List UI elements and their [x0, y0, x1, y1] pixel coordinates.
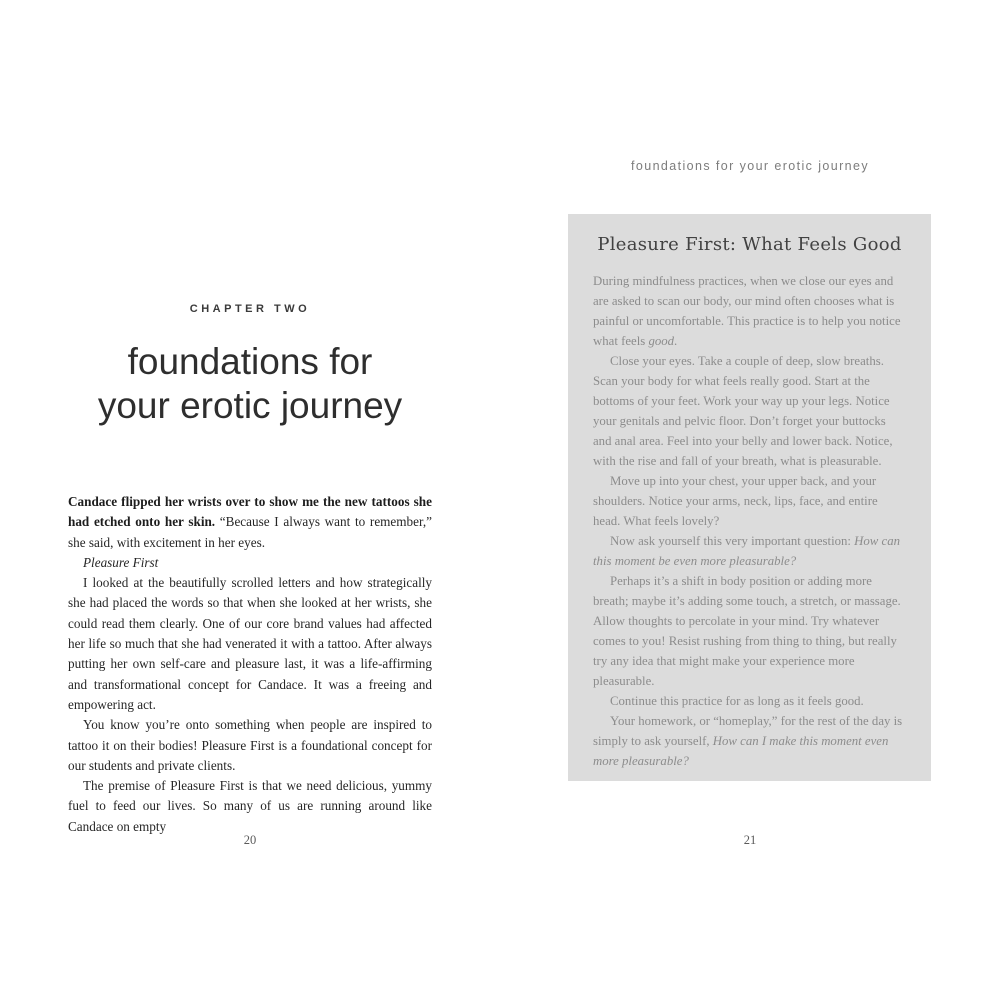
- paragraph: I looked at the beautifully scrolled letters and how strategically she had placed the words so that when she looked at her wrists, she could read them clearly. One of our core brand values had affected her life so much that she had venerated it with a tattoo. After always putting her own self-care and pleasure last, it was a life-affirming and transformational concept for Candace. It was a freeing and empowering act.: [68, 575, 432, 712]
- chapter-title-line2: your erotic journey: [97, 385, 403, 426]
- paragraph-text: .: [674, 334, 678, 348]
- paragraph: You know you’re onto something when people are inspired to tattoo it on their bodies! Pleasure First is a foundational concept for our students and private clients.: [68, 717, 432, 773]
- running-header: foundations for your erotic journey: [631, 159, 869, 173]
- paragraph-italic: How can this moment be even more pleasurable?: [593, 534, 901, 568]
- paragraph: Continue this practice for as long as it feels good.: [610, 694, 864, 708]
- callout-body-text: [568, 271, 931, 771]
- paragraph-italic: How can I make this moment even more pleasurable?: [593, 734, 889, 768]
- chapter-title: [38, 340, 462, 428]
- chapter-label: CHAPTER TWO: [189, 303, 311, 315]
- left-body-text: [68, 492, 432, 837]
- paragraph-lead-bold: Candace flipped her wrists over to show me the new tattoos she had etched onto her skin.: [68, 494, 432, 530]
- paragraph: The premise of Pleasure First is that we need delicious, yummy fuel to feed our lives. So many of us are running around like Candace on empty: [68, 778, 432, 834]
- paragraph-italic: Pleasure First: [83, 554, 159, 570]
- paragraph: [68, 492, 432, 553]
- paragraph: [593, 271, 906, 351]
- callout-box: [568, 214, 931, 781]
- left-page: [68, 0, 432, 1000]
- paragraph: [593, 711, 906, 771]
- paragraph-text: Your homework, or “homeplay,” for the rest of the day is simply to ask yourself,: [593, 714, 903, 748]
- paragraph-text: During mindfulness practices, when we close our eyes and are asked to scan our body, our mind often chooses what is painful or uncomfortable. This practice is to help you notice what feels: [593, 274, 901, 348]
- chapter-title-line1: foundations for: [127, 341, 373, 382]
- paragraph: [593, 531, 906, 571]
- paragraph-text: Now ask yourself this very important question:: [610, 534, 855, 548]
- paragraph: Move up into your chest, your upper back, and your shoulders. Notice your arms, neck, lips, face, and entire head. What feels lovely?: [593, 474, 878, 528]
- page-number-right: 21: [743, 833, 757, 847]
- paragraph-italic: good: [648, 334, 675, 348]
- paragraph: [68, 553, 432, 573]
- paragraph-text: “Because I always want to remember,” she said, with excitement in her eyes.: [68, 514, 432, 550]
- paragraph: Close your eyes. Take a couple of deep, slow breaths. Scan your body for what feels really good. Start at the bottoms of your feet. Work your way up your legs. Notice your genitals and pelvic floor. Don’t forget your buttocks and anal area. Feel into your belly and lower back. Notice, with the rise and fall of your breath, what is pleasurable.: [593, 354, 893, 468]
- paragraph: Perhaps it’s a shift in body position or adding more breath; maybe it’s adding some touch, a stretch, or massage. Allow thoughts to percolate in your mind. Try whatever comes to you! Resist rushing from thing to thing, but really try any idea that might make your experience more pleasurable.: [593, 574, 901, 688]
- right-page: [568, 0, 932, 1000]
- page-number-left: 20: [243, 833, 257, 847]
- callout-title: Pleasure First: What Feels Good: [597, 234, 902, 255]
